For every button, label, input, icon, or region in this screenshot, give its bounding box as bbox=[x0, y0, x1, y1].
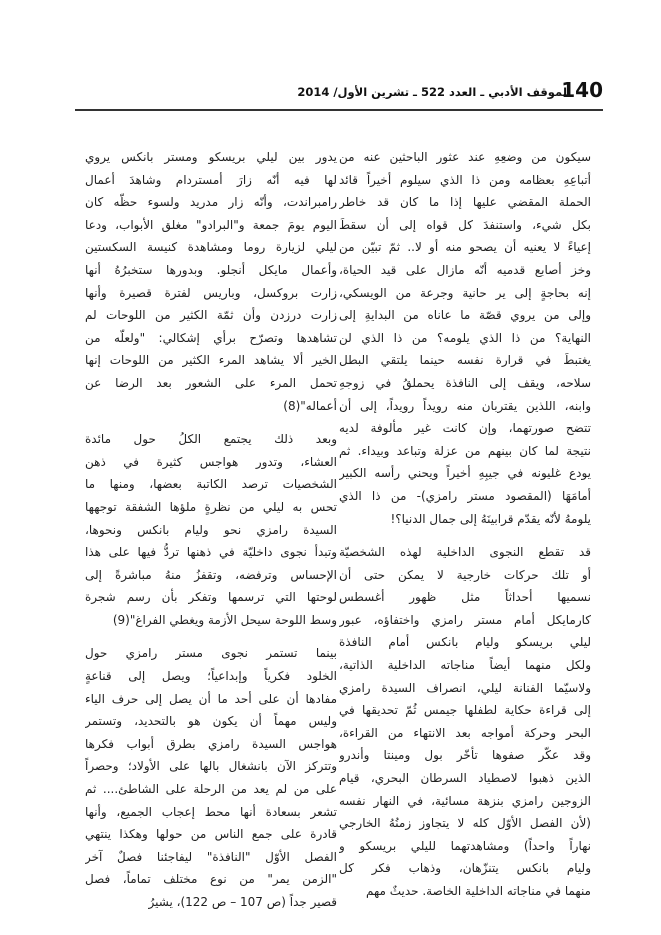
text-line: أمامَهَا (المقصود مستر رامزي)- من ذا الذي bbox=[339, 488, 591, 503]
text-line: قصير جداً (ص 107 – ص 122)، يشيرُ bbox=[148, 895, 337, 909]
text-line: يودع غليونه في جيبِهِ أخيراً ويحني رأسه الكبير bbox=[339, 466, 591, 481]
header-divider bbox=[75, 109, 603, 111]
text-line: أو تلك حركات خارجية لا يمكن حتى أن bbox=[339, 567, 591, 582]
text-line: ولكل منهما أيضاً مناجاته الداخلية الذاتية، bbox=[339, 658, 591, 673]
text-line: وابنه، اللذين يقتربان منه رويداً رويداً، إلى أن bbox=[339, 398, 591, 413]
text-line: (لأن الفصل الأوّل كله لا يتجاوز زمنُهُ الخارجي bbox=[339, 816, 591, 831]
text-line: يدور بين ليلي بريسكو ومستر بانكس يروي bbox=[85, 150, 337, 164]
text-line: تحمل المرء على الشعور بعد الرضا عن bbox=[85, 375, 337, 390]
text-line: "الزمن يمر" من نوع مختلف تماماً، فصل bbox=[85, 872, 337, 887]
text-column-left bbox=[85, 146, 337, 914]
text-line: الإحساس وترفضه، وتقفزُ منهُ مباشرةً إلى bbox=[85, 567, 337, 582]
text-line: إنه بحاجةٍ إلى ير حانية وجرعة من الويسكي، bbox=[339, 285, 591, 300]
text-line: الشخصيات ترصد الكاتبة بعضها، ومنها ما bbox=[85, 477, 337, 492]
text-line: لها فيه أنّه زارَ أمستردام وشاهدَ أعمال bbox=[85, 172, 337, 187]
text-line: نسميها أحداثاً مثل ظهور أغسطس bbox=[339, 590, 591, 605]
text-line: وسط اللوحة سيحل الأزمة ويغطي الفراغ"(9) bbox=[112, 612, 337, 627]
text-line: الزوجين رامزي بنزهة مسائية، في النهار نفسه bbox=[339, 793, 591, 808]
text-line: نهاراً واحداً) ومشاهدتهما لليلي بريسكو و bbox=[339, 838, 591, 853]
text-line: رامبراندت، وأنّه زار مدريد ولسوء حظّه كان bbox=[85, 195, 337, 210]
paragraph-gap bbox=[85, 417, 337, 428]
paragraph-gap bbox=[339, 530, 591, 541]
text-line: لوحتها التي ترسمها وتفكر بأن رسم شجرة bbox=[85, 590, 337, 605]
text-line: أتباعِهِ بعظامه ومن ذا الذي سيلوم أخيراً قائد bbox=[339, 172, 591, 187]
text-line: تتضح صورتهما، وإن كانت غير مألوفة لديه bbox=[339, 421, 591, 436]
text-line: ليلي بريسكو وليام بانكس أمام النافذة bbox=[339, 635, 591, 650]
page-number: 140 bbox=[561, 78, 603, 102]
text-line: هواجس السيدة رامزي بطرق أبواب فكرها bbox=[85, 736, 337, 751]
text-line: يلومهُ لأنّه يقدّم قرابينَهُ إلى جمال الدنيا؟! bbox=[390, 511, 591, 526]
text-line: وليام بانكس يتنزّهان، وذهاب فكر كل bbox=[339, 861, 591, 876]
text-line: على من لم يعد من الرحلة على الشاطئ.... ثم bbox=[85, 782, 337, 797]
text-line: منهما في مناجاته الداخلية الخاصة. حديثٌ مهم bbox=[365, 884, 591, 898]
text-line: وتبدأ نجوى داخليّة في ذهنها تردُّ فيها على هذا bbox=[85, 545, 337, 560]
text-line: إلى قراءة حكاية لطفلها جيمس ثُمّ تحديقها في bbox=[339, 703, 591, 718]
text-line: يغتبطَ في قرارة نفسه حينما يلتقي البطل bbox=[339, 353, 591, 368]
text-line: ليلي لزيارة روما ومشاهدة كنيسة السكستين bbox=[85, 240, 337, 255]
text-line: النهاية؟ من ذا الذي يلومه؟ من ذا الذي لن bbox=[339, 330, 591, 345]
text-line: الذين ذهبوا لاصطياد السرطان البحري، قيام bbox=[339, 771, 591, 786]
text-line: قد تقطع النجوى الداخلية لهذه الشخصيّة bbox=[339, 545, 591, 560]
paragraph bbox=[339, 541, 591, 903]
paragraph bbox=[339, 146, 591, 530]
text-line: ولاسيّما الفنانة ليلي، انصراف السيدة رامزي bbox=[339, 680, 591, 695]
text-line: قادرة على جمع الناس من حولها وهكذا ينتهي bbox=[85, 827, 337, 842]
text-line: سلاحه، ويقف إلى النافذة يحملقُ في زوجهِ bbox=[339, 375, 591, 390]
text-line: كارمايكل أمام مستر رامزي واختفاؤه، عبور bbox=[339, 612, 591, 627]
text-line: تشعر بسعادة أنها محط إعجاب الجميع، وأنها bbox=[85, 804, 337, 819]
text-line: البحر وحركة أمواجه بعد الانتهاء من القراءة، bbox=[339, 725, 591, 740]
text-line: وبعد ذلك يجتمع الكلُ حول مائدة bbox=[85, 432, 337, 447]
text-line: وقد عكّر صفوها تأخّر بول ومينتا وأندرو bbox=[339, 748, 591, 763]
page-header bbox=[75, 78, 603, 105]
paragraph bbox=[85, 642, 337, 913]
text-column-right bbox=[339, 146, 591, 903]
paragraph-gap bbox=[85, 631, 337, 642]
text-line: اليوم يومَ جمعة و"البرادو" مغلق الأبواب، ودعا bbox=[85, 217, 337, 232]
text-line: وإلى من يروي قصّة ما عاناه من البدايةِ إلى bbox=[339, 308, 591, 323]
text-line: نتيجة لما كان بينهم من عزلة وتباعد وبيداء. ثم bbox=[339, 443, 591, 458]
text-line: العشاء، وتدور هواجس كثيرة في ذهن bbox=[85, 454, 337, 469]
text-line: مفادها أن على أحد ما أن يصل إلى حرف الياء bbox=[85, 691, 337, 706]
text-line: السيدة رامزي نحو وليام بانكس ونحوها، bbox=[85, 522, 337, 537]
paragraph bbox=[85, 146, 337, 417]
text-line: تشاهدها وتصرّح برأي إشكالي: "ولعلّه من bbox=[85, 330, 337, 345]
text-line: زارت درزدن وأن ثمّة الكثير من اللوحات لم bbox=[85, 308, 337, 323]
paragraph bbox=[85, 428, 337, 631]
text-line: تحس به ليلي من نظرةٍ ملؤها الشفقة توجهها bbox=[85, 499, 337, 514]
text-line: سيكون من وضعِهِ عند عثور الباحثين عنه من bbox=[339, 150, 591, 164]
text-line: وخز أصابع قدميه أنّه مازال على قيد الحياة، bbox=[339, 262, 591, 277]
text-line: بينما تستمر نجوى مستر رامزي حول bbox=[85, 646, 337, 661]
text-line: بكل شيء، واستنفدَ كل قواه إلى أن سقطَ bbox=[339, 217, 591, 232]
text-line: وليس مهماً أن يكون هو بالتحديد، وتستمر bbox=[85, 714, 337, 729]
text-line: الفصل الأوّل "النافذة" ليفاجئنا فصلٌ آخر bbox=[85, 849, 337, 864]
text-line: إعياءً لا يعنيه أن يصحو منه أو لا.. ثمّ تبيّن من bbox=[339, 240, 591, 255]
text-line: وتتركز الآن بانشغال بالها على الأولاد؛ وحصراً bbox=[85, 759, 337, 774]
running-title: الموقف الأدبي ـ العدد 522 ـ تشرين الأول/ 2014 bbox=[297, 85, 571, 99]
text-line: زارت بروكسل، وباريس لفترة قصيرة وأنها bbox=[85, 285, 337, 300]
text-line: الحملة المقضي عليها إذا ما كان قد خاطر bbox=[339, 195, 591, 210]
text-line: أعماله"(8) bbox=[283, 398, 337, 413]
text-line: الخلود فكرياً وإبداعياً؛ ويصل إلى قناعةٍ bbox=[85, 669, 337, 684]
text-line: وأعمال مايكل أنجلو. وبدورها ستخبرُهُ أنها bbox=[85, 262, 337, 277]
text-line: الخير ألا يشاهد المرء الكثير من اللوحات إنها bbox=[85, 353, 337, 368]
